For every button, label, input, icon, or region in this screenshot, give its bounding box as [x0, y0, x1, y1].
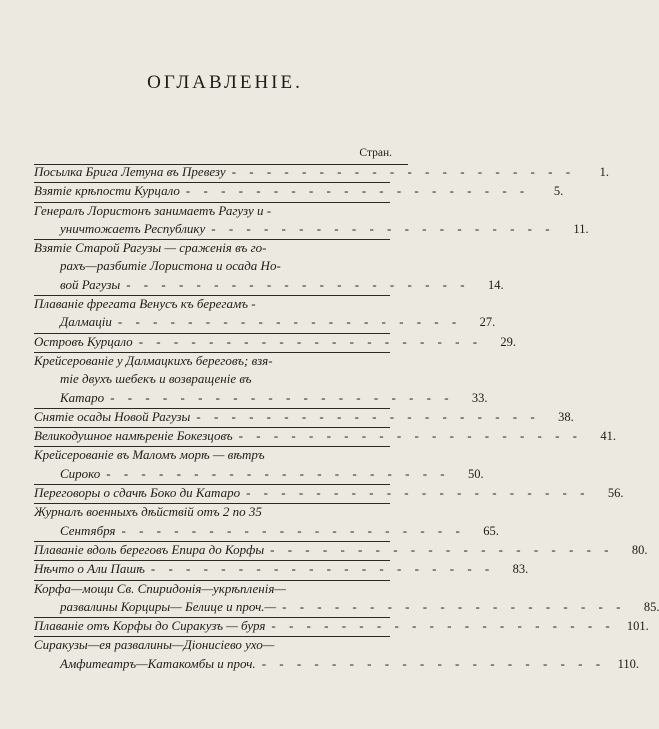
- toc-page-number: 29.: [500, 334, 517, 349]
- dot-leader: [112, 314, 461, 330]
- toc-line: [34, 258, 390, 276]
- toc-line: [34, 428, 617, 446]
- dot-leader: [276, 599, 625, 615]
- toc-entry-text: Взятіе крѣпости Курцало: [34, 183, 180, 199]
- toc-line: [34, 637, 390, 655]
- toc-entry-text: рахъ—разбитіе Лористона и осада Но-: [60, 258, 281, 274]
- toc-line: [34, 220, 589, 239]
- toc-line: [34, 389, 488, 408]
- toc-entry-text: Великодушное намѣреніе Бокезцовъ: [34, 428, 233, 444]
- toc-page-number: 11.: [573, 221, 589, 236]
- toc-entry-text: уничтожаетъ Республику: [60, 220, 206, 236]
- dot-leader: [240, 485, 589, 501]
- toc-entry-text: развалины Корциры— Белице и проч.—: [60, 598, 277, 614]
- toc-line: [34, 314, 496, 332]
- toc-entry-text: Журналъ военныхъ дѣйствій отъ 2 по 35: [34, 504, 262, 520]
- dot-leader: [180, 183, 529, 199]
- toc-line: [34, 183, 564, 201]
- toc-line: [34, 598, 659, 617]
- toc-entry: [34, 637, 640, 674]
- toc-entry: [34, 541, 648, 561]
- toc-page-number: 50.: [467, 466, 484, 481]
- toc-line: [34, 541, 648, 560]
- toc-line: [34, 164, 610, 182]
- toc-line: [34, 371, 390, 389]
- toc-page-number: 65.: [483, 523, 499, 538]
- toc-entry: [34, 580, 659, 619]
- toc-entry-text: Плаваніе отъ Корфы до Сиракузъ — буря: [34, 618, 266, 634]
- toc-entry-text: Катаро: [60, 389, 105, 405]
- toc-entry: [34, 333, 517, 353]
- toc-page-number: 101.: [626, 619, 649, 634]
- dot-leader: [115, 523, 464, 539]
- toc-entry: [34, 183, 564, 202]
- toc-line: [34, 522, 499, 541]
- dot-leader: [233, 428, 582, 444]
- toc-entry-text: вой Рагузы: [60, 276, 121, 292]
- toc-entry: [34, 561, 529, 580]
- toc-entry-text: Крейсерованіе въ Маломъ морѣ — вѣтръ: [34, 447, 265, 463]
- toc-line: [34, 276, 504, 295]
- toc-page-number: 83.: [512, 562, 529, 577]
- toc-entry-text: Сиракузы—ея развалины—Діонисіево ухо—: [34, 637, 275, 653]
- toc-line: [34, 561, 529, 579]
- toc-page-number: 1.: [599, 165, 610, 179]
- toc-line: [34, 581, 390, 599]
- toc-line: [34, 447, 390, 465]
- toc-page-number: 41.: [600, 429, 617, 444]
- toc-entry: [34, 164, 610, 183]
- toc-entry-text: Нѣчто о Али Пашѣ: [34, 561, 145, 577]
- toc-entry-text: Переговоры о сдачѣ Боко ди Катаро: [34, 485, 241, 501]
- toc-line: [34, 408, 574, 427]
- dot-leader: [133, 334, 482, 350]
- toc-entry-text: Снятіе осады Новой Рагузы: [34, 408, 191, 424]
- toc-entry: [34, 447, 484, 485]
- toc-entry-text: Амфитеатръ—Катакомбы и проч.: [60, 655, 256, 671]
- toc-line: [34, 353, 390, 371]
- toc-entry-text: Далмаціи: [60, 314, 112, 330]
- dot-leader: [226, 164, 575, 180]
- toc-entry-text: Сироко: [60, 465, 101, 481]
- toc-page-number: 5.: [553, 184, 564, 199]
- toc-entry: [34, 408, 574, 428]
- toc-entry: [34, 428, 617, 447]
- toc-page-number: 110.: [617, 656, 640, 671]
- dot-leader: [256, 656, 605, 672]
- toc-line: [34, 618, 649, 636]
- toc-line: [34, 240, 390, 258]
- dot-leader: [120, 277, 469, 293]
- toc-entry-text: Посылка Брига Летуна въ Превезу: [34, 164, 226, 179]
- toc-entry-text: Сентября: [60, 522, 116, 538]
- toc-page-number: 14.: [487, 277, 504, 292]
- page-column-header: Стран.: [359, 147, 392, 159]
- toc-entry: [34, 240, 504, 296]
- dot-leader: [205, 221, 554, 237]
- toc-entry: [34, 296, 496, 334]
- toc-line: [34, 655, 640, 674]
- toc-line: [34, 465, 484, 484]
- toc-page-number: 33.: [471, 390, 488, 405]
- toc-entry-text: Корфа—мощи Св. Спиридонія—укрѣпленія—: [34, 580, 286, 596]
- toc-line: [34, 504, 390, 522]
- dot-leader: [264, 542, 613, 558]
- toc-entry-text: Крейсерованіе у Далмацкихъ береговъ; взя-: [34, 352, 273, 368]
- toc-entry-text: Плаваніе фрегата Венусъ къ берегамъ -: [34, 296, 256, 312]
- toc-entry-text: Взятіе Старой Рагузы — сраженія въ го-: [34, 240, 267, 256]
- page-title: ОГЛАВЛЕНІЕ.: [147, 72, 303, 93]
- dot-leader: [190, 409, 539, 425]
- dot-leader: [100, 466, 449, 482]
- table-of-contents: [34, 164, 659, 674]
- toc-entry: [34, 485, 624, 504]
- toc-page-number: 85.: [643, 599, 659, 614]
- toc-page-number: 27.: [479, 315, 496, 330]
- toc-line: [34, 333, 517, 352]
- toc-entry: [34, 202, 589, 241]
- toc-line: [34, 203, 390, 221]
- toc-page-number: 56.: [607, 486, 624, 501]
- toc-page-number: 38.: [558, 409, 574, 424]
- toc-line: [34, 485, 624, 503]
- toc-entry-text: тіе двухъ шебекъ и возвращеніе въ: [60, 371, 252, 387]
- toc-line: [34, 296, 390, 314]
- dot-leader: [104, 390, 453, 406]
- toc-entry: [34, 504, 499, 542]
- toc-entry: [34, 352, 488, 409]
- toc-entry: [34, 618, 649, 637]
- dot-leader: [145, 561, 494, 577]
- toc-entry-text: Островъ Курцало: [34, 333, 133, 349]
- toc-entry-text: Плаваніе вдоль береговъ Епира до Корфы: [34, 541, 265, 557]
- toc-entry-text: Генералъ Лористонъ занимаетъ Рагузу и -: [34, 202, 272, 218]
- dot-leader: [265, 618, 614, 634]
- toc-page-number: 80.: [631, 542, 648, 557]
